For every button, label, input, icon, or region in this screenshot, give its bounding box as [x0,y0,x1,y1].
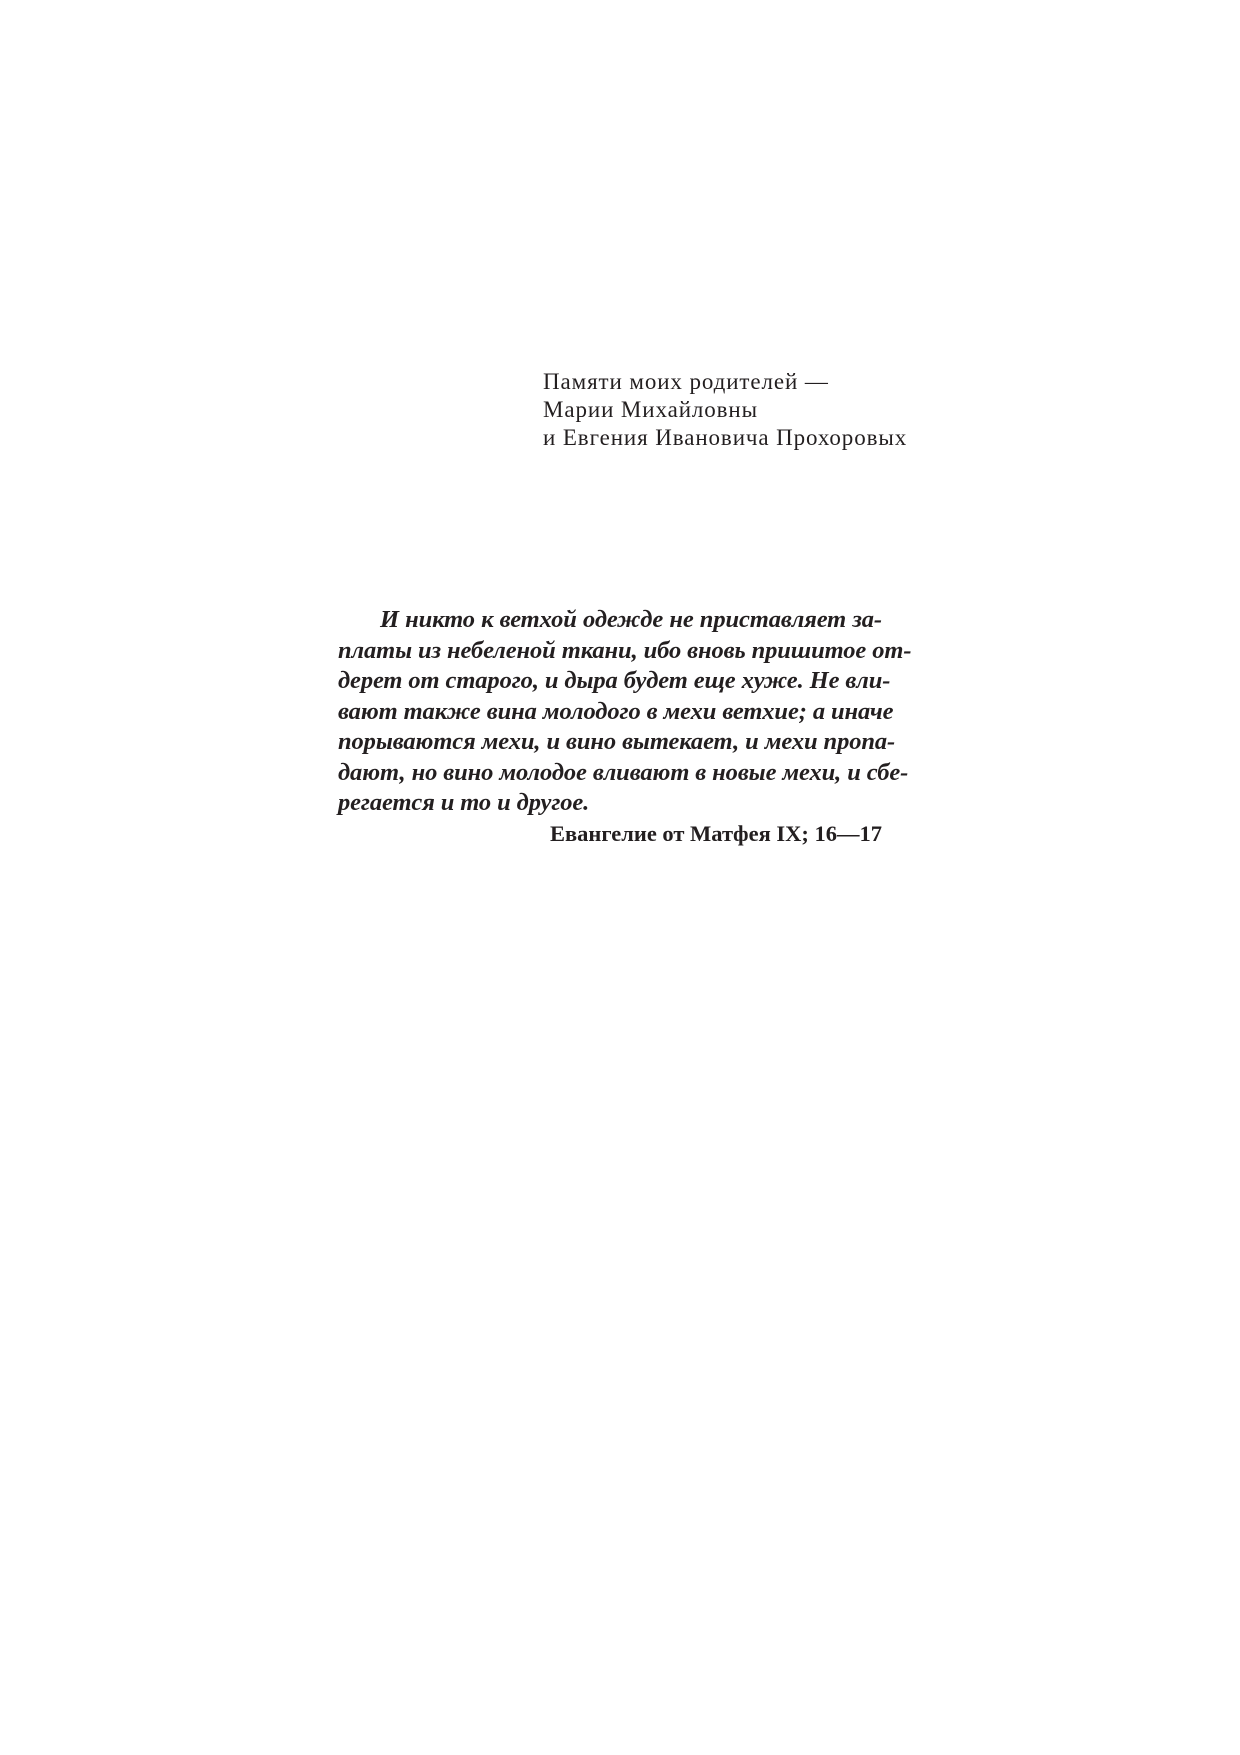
dedication-line: и Евгения Ивановича Прохоровых [543,425,908,450]
epigraph-line: порываются мехи, и вино вытекает, и мехи пропа- [338,728,896,755]
epigraph-line: дерет от старого, и дыра будет еще хуже. Не вли- [338,667,891,694]
dedication [543,368,943,452]
epigraph-line: И никто к ветхой одежде не приставляет за- [380,606,882,633]
epigraph-line: регается и то и другое. [338,789,590,816]
epigraph [338,605,912,849]
epigraph-line: дают, но вино молодое вливают в новые мехи, и сбе- [338,758,909,786]
epigraph-line: вают также вина молодого в мехи ветхие; а иначе [338,697,894,725]
epigraph-source: Евангелие от Матфея IX; 16—17 [549,820,882,846]
epigraph-quote [338,605,912,819]
dedication-line: Марии Михайловны [543,397,758,422]
epigraph-line: платы из небеленой ткани, ибо вновь пришитое от- [338,636,912,664]
dedication-line: Памяти моих родителей — [543,369,829,394]
